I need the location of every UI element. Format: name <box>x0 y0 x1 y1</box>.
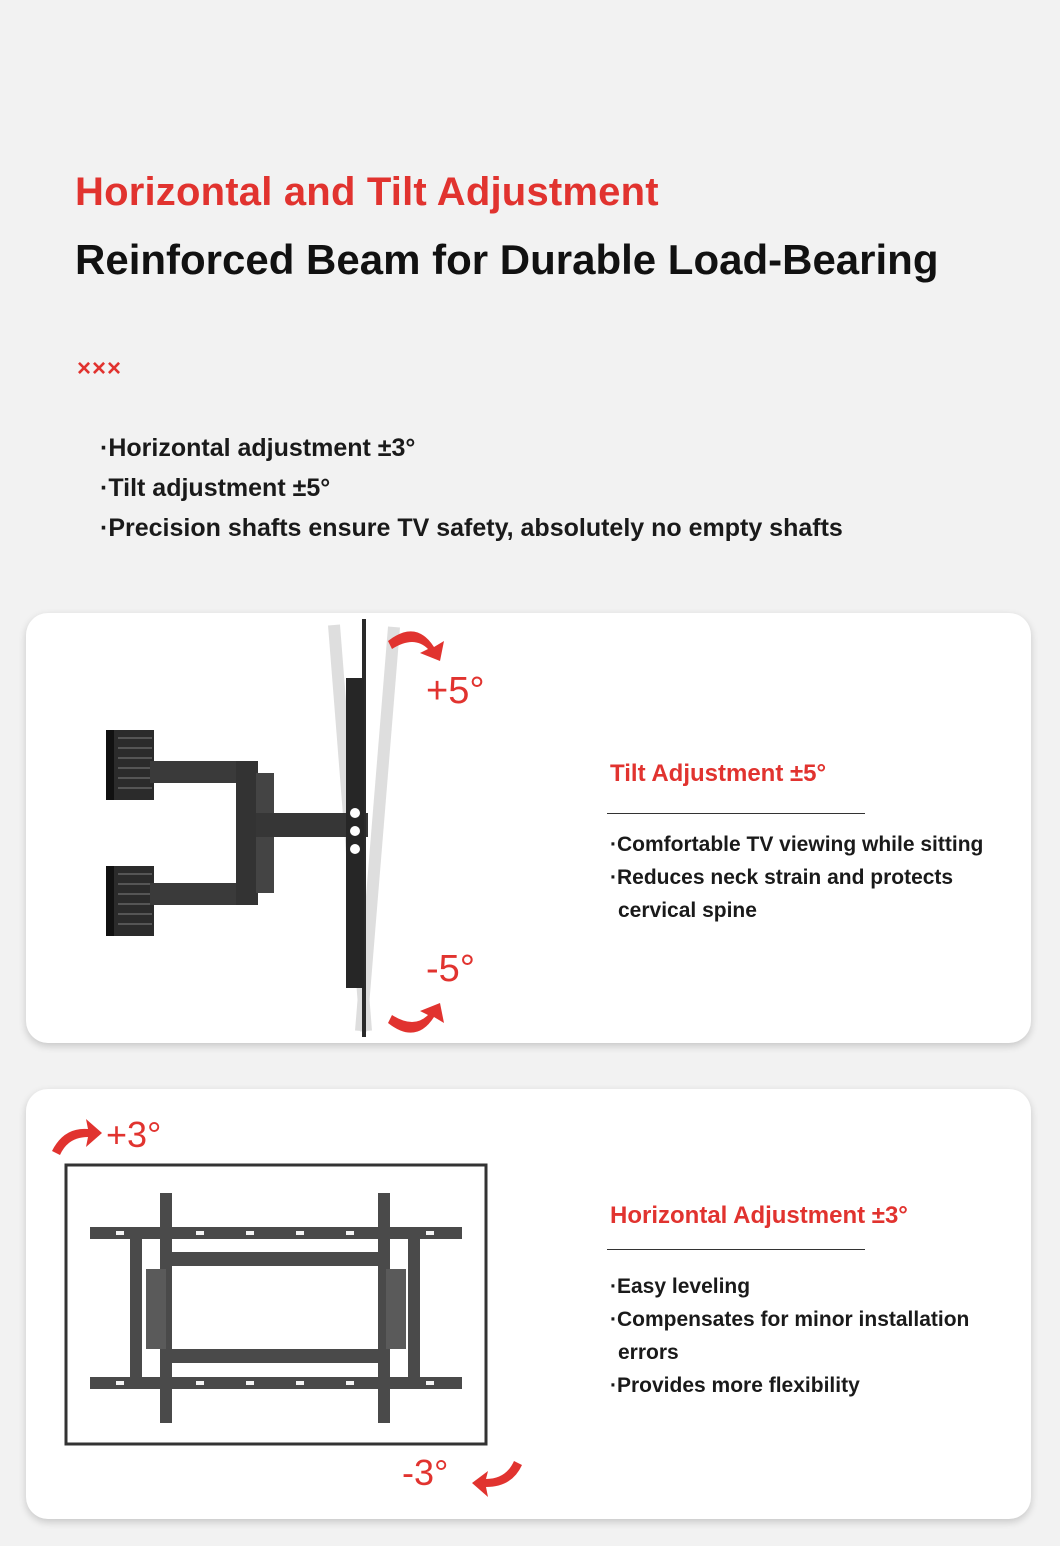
horizontal-card-divider <box>607 1249 865 1250</box>
tilt-plus-label: +5° <box>426 670 485 712</box>
feature-item: ·Tilt adjustment ±5° <box>100 474 331 502</box>
feature-item: ·Precision shafts ensure TV safety, absolutely no empty shafts <box>100 514 843 542</box>
mount-frame <box>90 1193 462 1423</box>
horizontal-card-title: Horizontal Adjustment ±3° <box>610 1202 908 1229</box>
horizontal-minus-arrow-icon <box>472 1461 522 1497</box>
decorative-marks: ××× <box>77 355 123 382</box>
tilt-card <box>26 613 1031 1043</box>
tilt-card-title: Tilt Adjustment ±5° <box>610 760 827 787</box>
page-subtitle: Reinforced Beam for Durable Load-Bearing <box>75 236 939 283</box>
tilt-minus-label: -5° <box>426 948 475 990</box>
arm-lower <box>150 883 250 905</box>
feature-list <box>100 428 843 548</box>
horizontal-minus-label: -3° <box>402 1452 449 1493</box>
list-item: ·Easy leveling <box>610 1275 751 1298</box>
arm-upper <box>150 761 250 783</box>
list-item: ·Compensates for minor installation errors <box>610 1308 970 1364</box>
page-title: Horizontal and Tilt Adjustment <box>75 170 659 214</box>
feature-item: ·Horizontal adjustment ±3° <box>100 434 416 462</box>
tv-outline <box>66 1165 486 1444</box>
list-item: ·Comfortable TV viewing while sitting <box>610 833 984 856</box>
tilt-diagram <box>76 613 536 1043</box>
horizontal-card <box>26 1089 1031 1519</box>
horizontal-diagram <box>46 1109 526 1509</box>
horizontal-plus-label: +3° <box>106 1114 162 1155</box>
tilt-down-arrow-icon <box>388 1003 444 1033</box>
list-item: ·Provides more flexibility <box>610 1374 860 1397</box>
tilt-card-points <box>610 828 1015 927</box>
tilt-card-divider <box>607 813 865 814</box>
horizontal-plus-arrow-icon <box>52 1119 102 1155</box>
list-item: ·Reduces neck strain and protects cervical spine <box>610 866 954 922</box>
arm-joint <box>236 761 258 905</box>
horizontal-card-points <box>610 1270 1015 1402</box>
